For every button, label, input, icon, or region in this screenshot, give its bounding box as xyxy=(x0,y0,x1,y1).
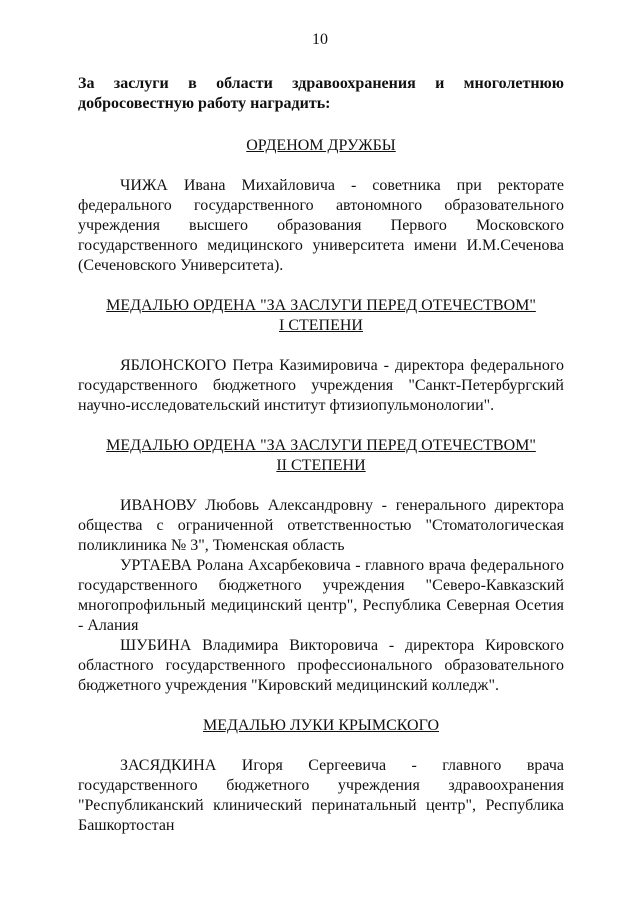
award-heading xyxy=(78,136,564,156)
award-heading-line: МЕДАЛЬЮ ОРДЕНА "ЗА ЗАСЛУГИ ПЕРЕД ОТЕЧЕСТВОМ" xyxy=(106,437,536,454)
award-heading-line: I СТЕПЕНИ xyxy=(279,317,363,334)
recipient-paragraph: ЗАСЯДКИНА Игоря Сергеевича - главного врача государственного бюджетного учреждения здравоохранения "Республиканский клинический перинатальный центр", Республика Башкортостан xyxy=(78,757,564,834)
page-number: 10 xyxy=(312,31,328,48)
award-heading-line: МЕДАЛЬЮ ЛУКИ КРЫМСКОГО xyxy=(202,717,439,734)
recipient-paragraph: ШУБИНА Владимира Викторовича - директора Кировского областного государственного профессионального образовательного бюджетного учреждения "Кировский медицинский колледж". xyxy=(78,637,564,694)
award-heading-line: II СТЕПЕНИ xyxy=(276,457,366,474)
award-heading-line: МЕДАЛЬЮ ОРДЕНА "ЗА ЗАСЛУГИ ПЕРЕД ОТЕЧЕСТВОМ" xyxy=(106,297,536,314)
award-section-medal-1st-degree xyxy=(78,296,564,416)
award-heading-line: ОРДЕНОМ ДРУЖБЫ xyxy=(246,137,396,154)
recipient-paragraph: ЧИЖА Ивана Михайловича - советника при ректорате федерального государственного автономного образовательного учреждения высшего образования Первого Московского государственного медицинского университета имени И.М.Сеченова (Сеченовского Университета). xyxy=(78,177,564,274)
award-section-medal-luka-krymsky xyxy=(78,716,564,836)
award-heading xyxy=(78,716,564,736)
recipient-paragraph: ЯБЛОНСКОГО Петра Казимировича - директора федерального государственного бюджетного учреждения "Санкт-Петербургский научно-исследовательский институт фтизиопульмонологии". xyxy=(78,357,564,414)
award-section-order-of-friendship xyxy=(78,136,564,276)
document-body xyxy=(78,74,564,836)
award-heading xyxy=(78,436,564,476)
award-intro: За заслуги в области здравоохранения и многолетнюю добросовестную работу наградить: xyxy=(78,75,564,112)
award-section-medal-2nd-degree xyxy=(78,436,564,696)
recipient-paragraph: ИВАНОВУ Любовь Александровну - генерального директора общества с ограниченной ответственностью "Стоматологическая поликлиника № 3", Тюменская область xyxy=(78,497,564,554)
recipient-paragraph: УРТАЕВА Ролана Ахсарбековича - главного врача федерального государственного бюджетного учреждения "Северо-Кавказский многопрофильный медицинский центр", Республика Северная Осетия - Алания xyxy=(78,557,564,634)
award-heading xyxy=(78,296,564,336)
